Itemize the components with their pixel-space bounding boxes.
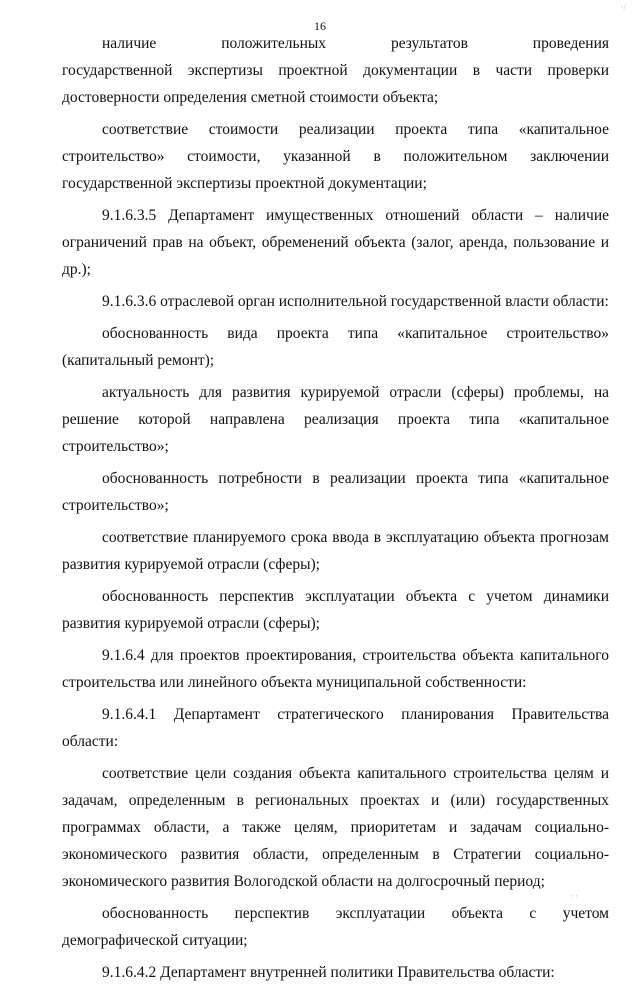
paragraph-cost-compliance: соответствие стоимости реализации проекта типа «капитальное строительство» стоимости, указанной в положительном заключении государственной экспертизы проектной документации; [62, 121, 609, 192]
scan-artifact-mark: · · [569, 891, 578, 901]
document-body [62, 30, 609, 986]
paragraph-expertise-results [62, 30, 609, 111]
paragraph-commissioning-term: соответствие планируемого срока ввода в эксплуатацию объекта прогнозам развития курируемой отрасли (сферы); [62, 529, 609, 573]
paragraph-9-1-6-4: 9.1.6.4 для проектов проектирования, строительства объекта капитального строительства или линейного объекта муниципальной собственности: [62, 647, 609, 691]
paragraph-text: государственной экспертизы проектной документации в части проверки достоверности определения сметной стоимости объекта; [62, 62, 609, 106]
paragraph-project-type-justification: обоснованность вида проекта типа «капитальное строительство» (капитальный ремонт); [62, 325, 609, 369]
paragraph-operation-prospects: обоснованность перспектив эксплуатации объекта с учетом динамики развития курируемой отрасли (сферы); [62, 588, 609, 632]
page-number: 16 [314, 19, 326, 33]
paragraph-9-1-6-4-1: 9.1.6.4.1 Департамент стратегического планирования Правительства области: [62, 706, 609, 750]
paragraph-goals-compliance: соответствие цели создания объекта капитального строительства целям и задачам, определенным в региональных проектах и (или) государственных программах области, а также целям, приоритетам и задачам социально-экономического развития области, определенным в Стратегии социально-экономического развития Вологодской области на долгосрочный период; [62, 765, 609, 890]
paragraph-relevance: актуальность для развития курируемой отрасли (сферы) проблемы, на решение которой направлена реализация проекта типа «капитальное строительство»; [62, 384, 609, 455]
scan-artifact-mark: ·/ [620, 2, 626, 12]
paragraph-demographic-prospects: обоснованность перспектив эксплуатации объекта с учетом демографической ситуации; [62, 905, 609, 949]
paragraph-9-1-6-3-5: 9.1.6.3.5 Департамент имущественных отношений области – наличие ограничений прав на объект, обременений объекта (залог, аренда, пользование и др.); [62, 207, 609, 278]
paragraph-need-justification: обоснованность потребности в реализации проекта типа «капитальное строительство»; [62, 470, 609, 514]
paragraph-9-1-6-4-2: 9.1.6.4.2 Департамент внутренней политики Правительства области: [102, 964, 555, 981]
paragraph-9-1-6-3-6: 9.1.6.3.6 отраслевой орган исполнительной государственной власти области: [102, 293, 609, 310]
paragraph-first-line: наличие положительных результатов проведения [102, 35, 609, 52]
